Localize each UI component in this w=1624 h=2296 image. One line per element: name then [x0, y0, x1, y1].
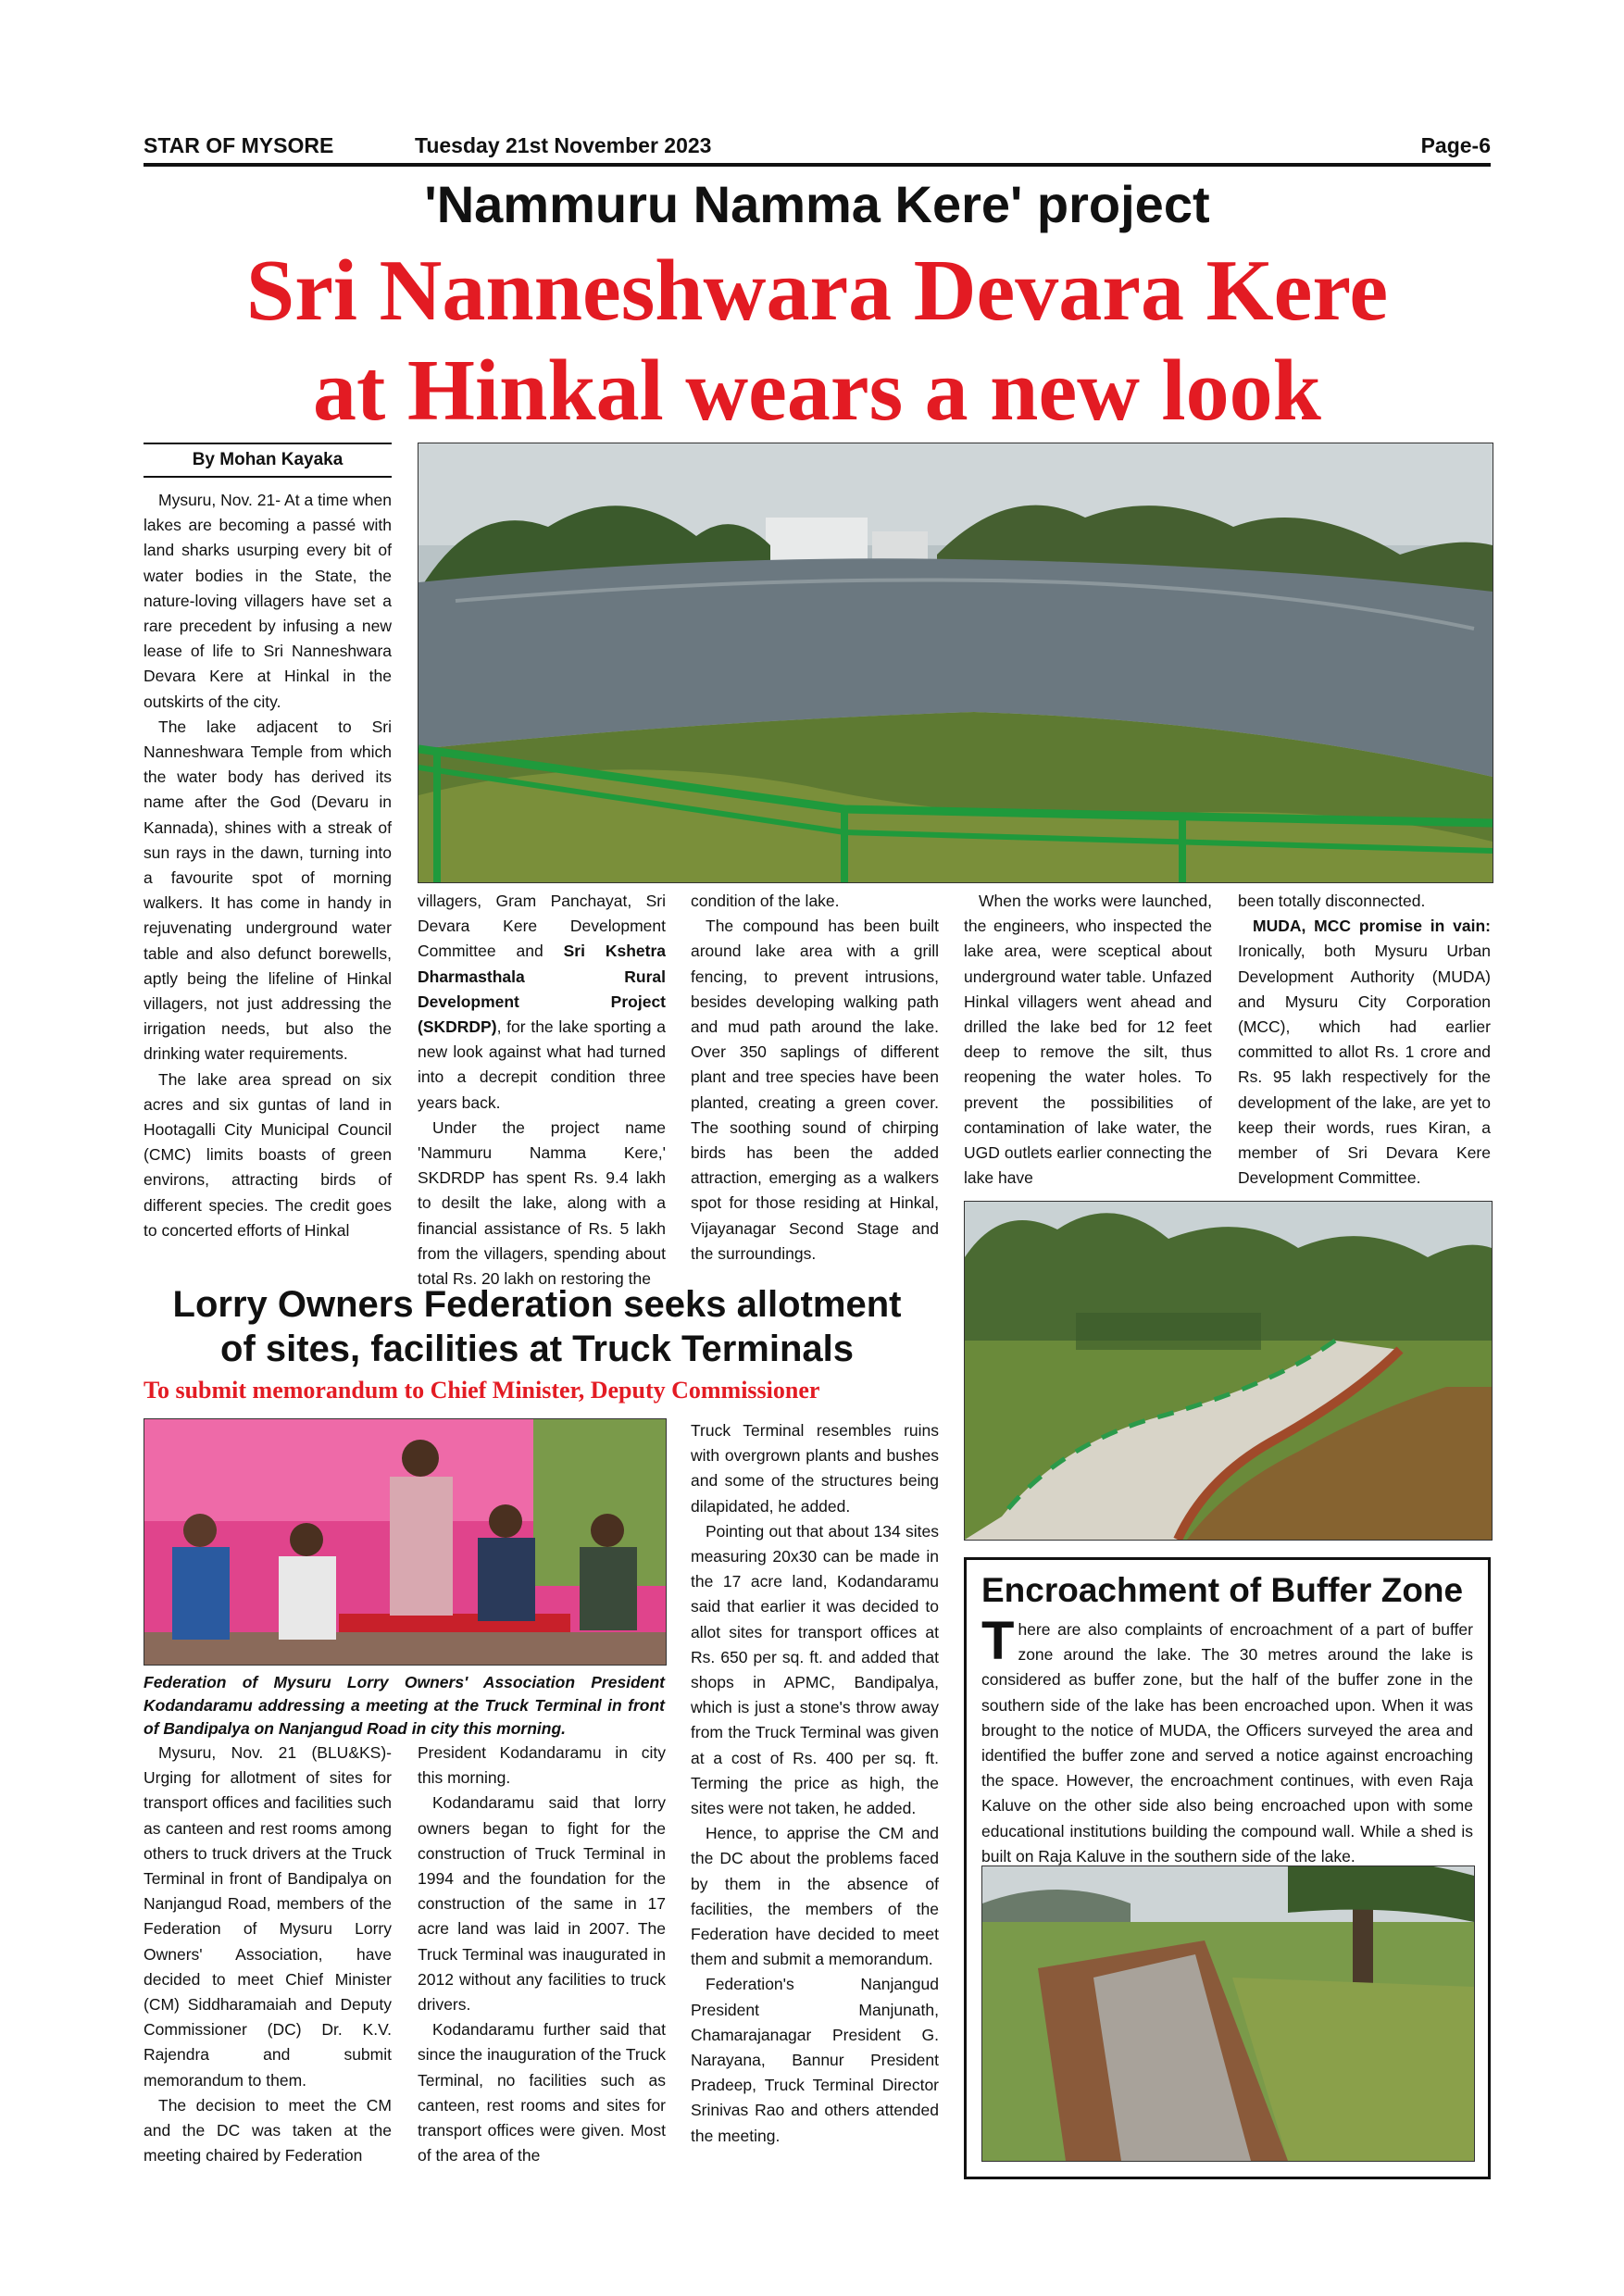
- lead-col1-para: The lake area spread on six acres and six guntas of land in Hootagalli City Municipal Council (CMC) limits boasts of green environs, attracting birds of different species. The credit goes to concerted efforts of Hinkal: [144, 1069, 392, 1240]
- walking-path-photo: [964, 1201, 1493, 1541]
- lorry-col3-para: Pointing out that about 134 sites measuring 20x30 can be made in the 17 acre land, Kodandaramu said that earlier it was decided to allot sites for transport offices at Rs. 650 per sq. ft. and added that shops in APMC, Bandipalya, which is just a stone's throw away from the Truck Terminal was given at a cost of Rs. 400 per sq. ft. Terming the price as high, the sites were not taken, he added.: [691, 1521, 939, 1818]
- page-number: Page-6: [1420, 133, 1491, 157]
- lorry-column-2: [418, 1741, 666, 2168]
- lead-col5-para: been totally disconnected.: [1238, 892, 1426, 910]
- lead-kicker: 'Nammuru Namma Kere' project: [424, 175, 1210, 233]
- lorry-column-3: [691, 1418, 939, 2149]
- lead-col2-text: , for the lake sporting a new look against what had turned into a decrepit condition three years back.: [418, 1017, 666, 1112]
- lead-col2-para: [418, 889, 666, 1116]
- lead-col4-para: When the works were launched, the engineers, who inspected the lake area, were sceptical about underground water table. Unfazed Hinkal villagers went ahead and drilled the lake bed for 12 feet deep to remove the silt, thus reopening the water holes. To prevent the possibilities of contamination of lake water, the UGD outlets earlier connecting the lake have: [964, 892, 1212, 1188]
- skdrdp-name: Sri Kshetra Dharmasthala Rural Development Project (SKDRDP): [418, 942, 666, 1037]
- lead-col5-text: Ironically, both Mysuru Urban Development Authority (MUDA) and Mysuru City Corporation (MCC), which had earlier committed to allot Rs. 1 crore and Rs. 95 lakh respectively for the development of the lake, are yet to keep their words, rues Kiran, a member of Sri Devara Kere Development Committee.: [1238, 942, 1491, 1188]
- muda-subhead: MUDA, MCC promise in vain:: [1253, 917, 1491, 936]
- lorry-headline-line2: of sites, facilities at Truck Terminals: [220, 1329, 854, 1369]
- lorry-col2-para: President Kodandaramu in city this morning.: [418, 1743, 666, 1788]
- lead-col2-para: Under the project name 'Nammuru Namma Kere,' SKDRDP has spent Rs. 9.4 lakh to desilt the lake, along with a financial assistance of Rs. 5 lakh from the villagers, spending about total Rs. 20 lakh on restoring the: [418, 1117, 666, 1289]
- lead-col1-para: Mysuru, Nov. 21- At a time when lakes are becoming a passé with land sharks usurping every bit of water bodies in the State, the nature-loving villagers have set a rare precedent by infusing a new lease of life to Sri Nanneshwara Devara Kere at Hinkal in the outskirts of the city.: [144, 491, 392, 711]
- lead-column-5: [1238, 889, 1491, 1191]
- lorry-col3-para: Hence, to apprise the CM and the DC about the problems faced by them in the absence of facilities, the members of the Federation have decided to meet them and submit a memorandum.: [691, 1824, 939, 1969]
- lorry-headline-line1: Lorry Owners Federation seeks allotment: [172, 1284, 902, 1325]
- masthead: [144, 130, 1491, 167]
- lead-column-1: [144, 488, 392, 1243]
- lead-col3-para: The compound has been built around lake area with a grill fencing, to prevent intrusions, besides developing walking path and mud path around the lake. Over 350 saplings of different plant and tree species have been planted, creating a green cover. The soothing sound of chirping birds has been the added attraction, emerging as a walkers spot for those residing at Hinkal, Vijayanagar Second Stage and the surroundings.: [691, 917, 939, 1263]
- lead-column-3: [691, 889, 939, 1267]
- lake-photo: [418, 443, 1493, 883]
- lead-col1-para: The lake adjacent to Sri Nanneshwara Temple from which the water body has derived its name after the God (Devaru in Kannada), shines with a streak of sun rays in the dawn, turning into a favourite spot of morning walkers. It has come in handy in rejuvenating underground water table and also defunct borewells, aptly being the lifeline of Hinkal villagers, not just addressing the irrigation needs, but also the drinking water requirements.: [144, 717, 392, 1064]
- issue-date: Tuesday 21st November 2023: [415, 133, 712, 157]
- meeting-photo: [144, 1418, 667, 1666]
- lorry-col2-para: Kodandaramu further said that since the inauguration of the Truck Terminal, no facilities such as canteen, rest rooms and sites for transport offices were given. Most of the area of the: [418, 2020, 666, 2165]
- lead-headline: [130, 241, 1505, 441]
- encroachment-box: [964, 1557, 1491, 2179]
- lorry-column-1: [144, 1741, 392, 2168]
- encroachment-photo: [981, 1866, 1475, 2162]
- lead-headline-line1: Sri Nanneshwara Devara Kere: [245, 243, 1389, 339]
- lorry-subhead: To submit memorandum to Chief Minister, Deputy Commissioner: [144, 1377, 820, 1404]
- lorry-col2-para: Kodandaramu said that lorry owners began to fight for the construction of Truck Terminal in 1994 and the foundation for the construction of the same in 17 acre land was laid in 2007. The Truck Terminal was inaugurated in 2012 without any facilities to truck drivers.: [418, 1793, 666, 2015]
- drop-cap: T: [981, 1611, 1015, 1671]
- lorry-col1-para: Mysuru, Nov. 21 (BLU&KS)- Urging for allotment of sites for transport offices and facilities such as canteen and rest rooms among others to truck drivers at the Truck Terminal in front of Bandipalya on Nanjangud Road, members of the Federation of Mysuru Lorry Owners' Association, have decided to meet Chief Minister (CM) Siddharamaiah and Deputy Commissioner (DC) Dr. K.V. Rajendra and submit memorandum to them.: [144, 1743, 392, 2090]
- lead-headline-line2: at Hinkal wears a new look: [313, 343, 1321, 439]
- lorry-col3-para: Federation's Nanjangud President Manjunath, Chamarajanagar President G. Narayana, Bannur President Pradeep, Truck Terminal Director Srinivas Rao and others attended the meeting.: [691, 1975, 939, 2145]
- lorry-headline: [130, 1282, 944, 1371]
- lead-column-2: [418, 889, 666, 1292]
- byline: By Mohan Kayaka: [144, 443, 392, 478]
- lead-col5-para: [1238, 914, 1491, 1191]
- lead-column-4: [964, 889, 1212, 1191]
- encroachment-body: here are also complaints of encroachment of a part of buffer zone around the lake. The 30 metres around the lake is considered as buffer zone, but the half of the buffer zone in the southern side of the lake has been encroached upon. When it was brought to the notice of MUDA, the Officers surveyed the area and identified the buffer zone and served a notice against encroaching the space. However, the encroachment continues, with even Raja Kaluve on the other side also being encroached upon with some educational institutions building the compound wall. While a shed is built on Raja Kaluve in the southern side of the lake.: [981, 1620, 1473, 1866]
- lorry-col1-para: The decision to meet the CM and the DC was taken at the meeting chaired by Federation: [144, 2095, 392, 2165]
- paper-name: STAR OF MYSORE: [144, 133, 334, 157]
- lead-col2-text: villagers, Gram Panchayat, Sri Devara Kere Development Committee and: [418, 892, 666, 961]
- encroachment-text: [981, 1611, 1473, 1869]
- lead-col3-para: condition of the lake.: [691, 892, 840, 910]
- encroachment-title: Encroachment of Buffer Zone: [981, 1571, 1464, 1609]
- lorry-col3-para: Truck Terminal resembles ruins with overgrown plants and bushes and some of the structures being dilapidated, he added.: [691, 1421, 939, 1516]
- meeting-caption: Federation of Mysuru Lorry Owners' Association President Kodandaramu addressing a meeting at the Truck Terminal in front of Bandipalya on Nanjangud Road in city this morning.: [144, 1673, 665, 1738]
